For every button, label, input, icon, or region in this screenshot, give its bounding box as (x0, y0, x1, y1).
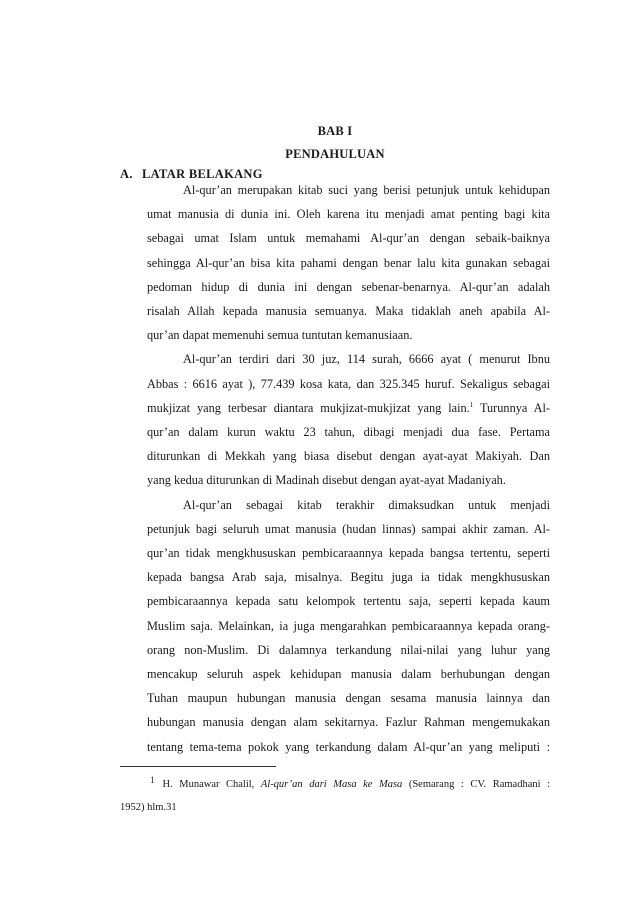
text-line: pedoman hidup di dunia ini dengan sebenar-benarnya. Al-qur’an adalah (147, 279, 550, 294)
text-line: sehingga Al-qur’an bisa kita pahami dengan benar lalu kita gunakan sebagai (147, 255, 550, 270)
footnote-author: H. Munawar Chalil, (162, 779, 261, 790)
paragraph-2 (147, 347, 550, 492)
text-line: Tuhan maupun hubungan manusia dengan sesama manusia lainnya dan (147, 691, 550, 706)
text-line: qur’an dalam kurun waktu 23 tahun, dibagi menjadi dua fase. Pertama (147, 425, 550, 440)
footnote-number: 1 (150, 774, 155, 785)
text-line: petunjuk bagi seluruh umat manusia (hudan linnas) sampai akhir zaman. Al- (147, 521, 550, 536)
text-line: kepada bangsa Arab saja, misalnya. Begitu juga ia tidak mengkhususkan (147, 570, 550, 585)
text-line: Al-qur’an sebagai kitab terakhir dimaksudkan untuk menjadi (183, 497, 550, 512)
text-line: mencakup seluruh aspek kehidupan manusia dalam berhubungan dengan (147, 667, 550, 682)
chapter-label: BAB I (317, 124, 353, 138)
text-line-with-footnote (147, 396, 550, 420)
section-number: A. (120, 167, 133, 181)
paragraph-3 (147, 493, 550, 759)
body-text (147, 178, 550, 759)
footnote-reference[interactable]: 1 (469, 400, 474, 409)
footnote-line (120, 773, 550, 796)
text-line-part: mukjizat yang terbesar diantara mukjizat-mukjizat yang lain. (147, 400, 470, 415)
text-line: diturunkan di Mekkah yang biasa disebut dengan ayat-ayat Makiyah. Dan (147, 449, 550, 464)
text-line: pembicaraannya kepada satu kelompok tertentu saja, seperti kepada kaum (147, 594, 550, 609)
chapter-title: PENDAHULUAN (285, 147, 385, 161)
text-line-part: Turunnya Al- (473, 400, 550, 415)
text-line: Al-qur’an merupakan kitab suci yang berisi petunjuk untuk kehidupan (183, 183, 550, 197)
paragraph-1 (147, 178, 550, 347)
text-line: sebagai umat Islam untuk memahami Al-qur’an dengan sebaik-baiknya (147, 231, 550, 246)
footnote (120, 773, 550, 819)
text-line: hubungan manusia dengan alam sekitarnya. Fazlur Rahman mengemukakan (147, 715, 550, 730)
footnote-publisher: (Semarang : CV. Ramadhani : (402, 779, 550, 790)
text-line: orang non-Muslim. Di dalamnya terkandung nilai-nilai yang luhur yang (147, 642, 550, 657)
text-line: Abbas : 6616 ayat ), 77.439 kosa kata, dan 325.345 huruf. Sekaligus sebagai (147, 376, 550, 391)
text-line: umat manusia di dunia ini. Oleh karena itu menjadi amat penting bagi kita (147, 207, 550, 222)
text-line: qur’an dapat memenuhi semua tuntutan kemanusiaan. (147, 328, 413, 343)
text-line: risalah Allah kepada manusia semuanya. Maka tidaklah aneh apabila Al- (147, 304, 550, 319)
text-line: Muslim saja. Melainkan, ia juga mengarahkan pembicaraannya kepada orang- (147, 618, 550, 633)
text-line: tentang tema-tema pokok yang terkandung dalam Al-qur’an yang meliputi : (147, 739, 550, 754)
section-title: LATAR BELAKANG (142, 167, 263, 181)
footnote-divider (120, 766, 276, 767)
text-line: qur’an tidak mengkhususkan pembicaraannya kepada bangsa tertentu, seperti (147, 546, 550, 561)
text-line: Al-qur’an terdiri dari 30 juz, 114 surah, 6666 ayat ( menurut Ibnu (183, 352, 550, 367)
footnote-work-title: Al-qur’an dari Masa ke Masa (260, 779, 403, 790)
text-line: yang kedua diturunkan di Madinah disebut dengan ayat-ayat Madaniyah. (147, 473, 506, 488)
footnote-line: 1952) hlm.31 (120, 802, 177, 813)
